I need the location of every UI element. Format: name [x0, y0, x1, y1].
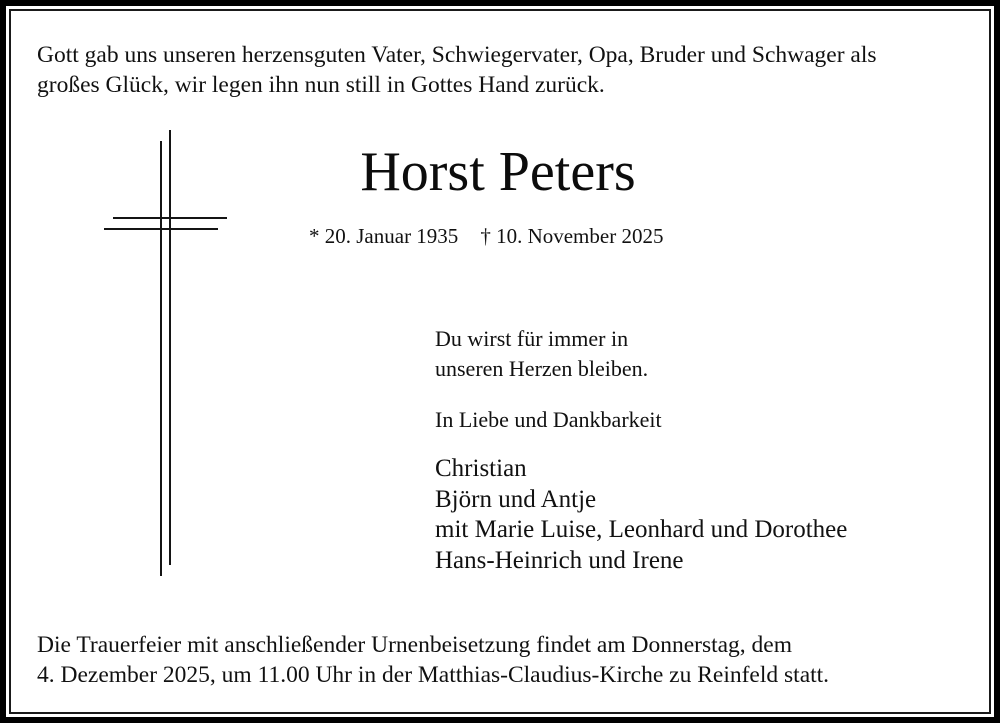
life-dates — [309, 226, 663, 247]
verse-line: unseren Herzen bleiben. — [435, 356, 649, 381]
cross-horizontal-lower — [104, 228, 218, 230]
service-line: Die Trauerfeier mit anschließender Urnenbeisetzung findet am Donnerstag, dem — [37, 632, 793, 658]
family-member: Hans-Heinrich und Irene — [435, 546, 684, 574]
birth-date: * 20. Januar 1935 — [309, 224, 459, 248]
death-date: † 10. November 2025 — [480, 224, 664, 248]
family-list — [435, 454, 847, 576]
intro-line: Gott gab uns unseren herzensguten Vater, Schwiegervater, Opa, Bruder und Schwager als — [37, 42, 877, 68]
cross-vertical-left — [160, 141, 162, 576]
deceased-name-text: Horst Peters — [360, 141, 636, 203]
family-member: Björn und Antje — [435, 485, 597, 513]
closing-phrase: In Liebe und Dankbarkeit — [435, 407, 662, 432]
family-member: Christian — [435, 455, 527, 482]
verse-line: Du wirst für immer in — [435, 326, 629, 351]
family-member: mit Marie Luise, Leonhard und Dorothee — [435, 516, 848, 543]
intro-text — [37, 40, 877, 100]
service-line: 4. Dezember 2025, um 11.00 Uhr in der Matthias-Claudius-Kirche zu Reinfeld statt. — [37, 662, 830, 688]
verse — [435, 324, 648, 384]
deceased-name — [0, 141, 1000, 203]
intro-line: großes Glück, wir legen ihn nun still in Gottes Hand zurück. — [37, 72, 605, 98]
cross-horizontal-upper — [113, 217, 227, 219]
service-info — [37, 630, 829, 690]
